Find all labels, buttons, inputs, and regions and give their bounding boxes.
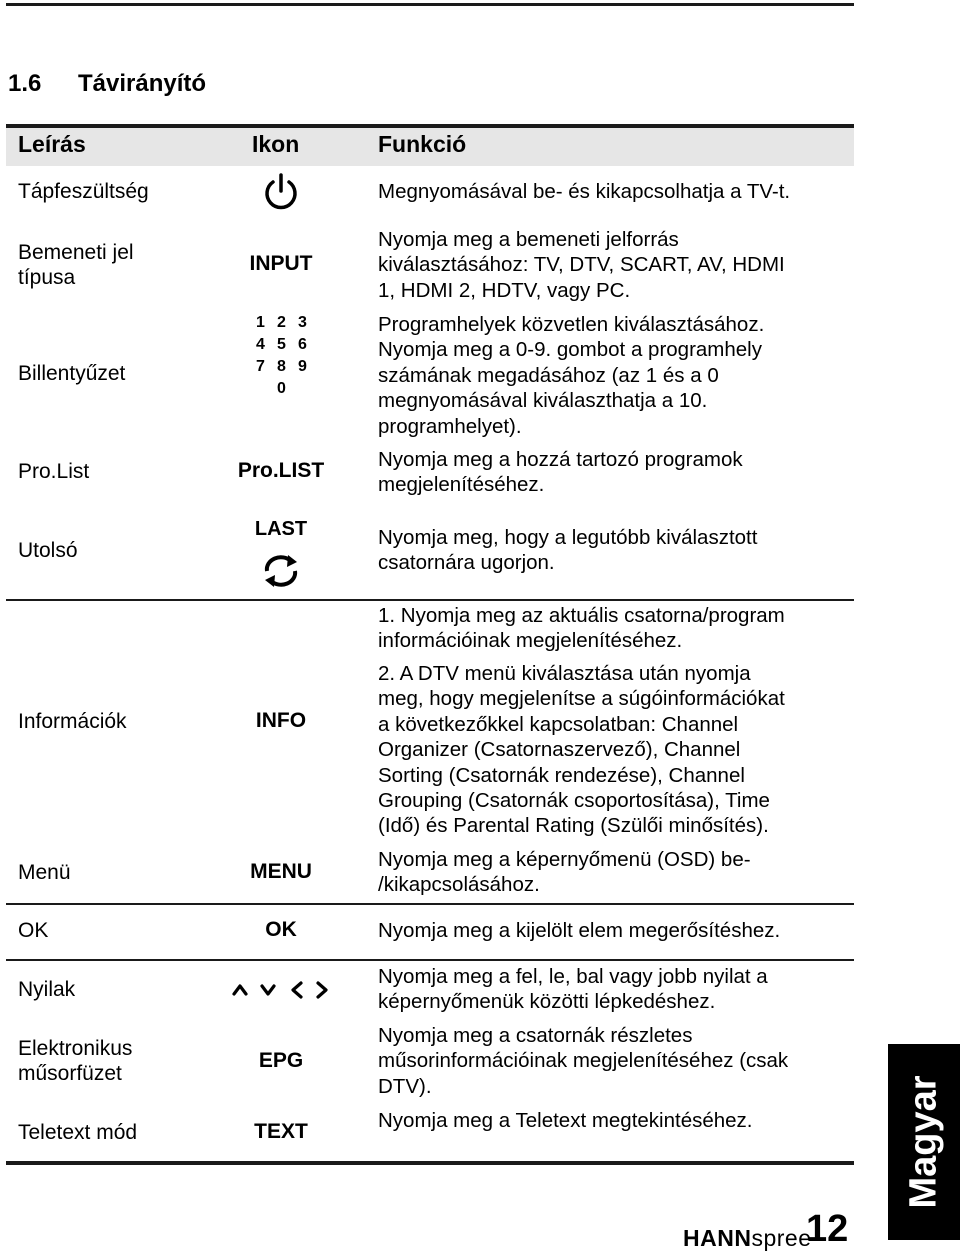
header-function: Funkció	[378, 131, 467, 157]
epg-key-label: EPG	[258, 1049, 304, 1072]
row-menu-description: Menü	[18, 861, 71, 884]
row-last-function: Nyomja meg, hogy a legutóbb kiválasztott csatornára ugorjon.	[378, 526, 758, 575]
row-epg-description: Elektronikus műsorfüzet	[18, 1037, 133, 1085]
brand-name-light: spree	[751, 1225, 812, 1251]
row-ok-description: OK	[18, 919, 49, 942]
row-menu-function: Nyomja meg a képernyőmenü (OSD) be- /kikapcsolásához.	[378, 848, 751, 897]
row-input-description: Bemeneti jel típusa	[18, 241, 134, 289]
row-input-function: Nyomja meg a bemeneti jelforrás kiválasztásához: TV, DTV, SCART, AV, HDMI 1, HDMI 2, HDTV, vagy PC.	[378, 228, 785, 302]
section-number: 1.6	[8, 70, 42, 97]
recall-arrows-icon	[261, 553, 301, 589]
last-key-label: LAST	[254, 518, 308, 540]
header-description: Leírás	[18, 131, 86, 157]
brand-name-bold: HANN	[683, 1225, 752, 1251]
language-tab	[888, 1044, 960, 1240]
keypad-digit: 0	[277, 380, 286, 397]
row-info-description: Információk	[18, 710, 127, 733]
row-keypad-description: Billentyűzet	[18, 362, 126, 385]
row-epg-function: Nyomja meg a csatornák részletes műsorinformációinak megjelenítéséhez (csak DTV).	[378, 1024, 789, 1098]
arrow-keys-icon	[231, 980, 331, 1000]
brand-logo	[683, 1225, 812, 1252]
language-tab-label: Magyar	[902, 1075, 945, 1209]
keypad-digit: 6	[298, 336, 307, 353]
row-arrows-description: Nyilak	[18, 978, 76, 1001]
power-icon	[263, 172, 299, 212]
row-power-description: Tápfeszültség	[18, 180, 149, 203]
text-key-label: TEXT	[254, 1120, 308, 1143]
page-number: 12	[806, 1208, 849, 1250]
keypad-digit: 4	[256, 336, 265, 353]
table-row-divider	[6, 959, 854, 961]
prolist-key-label: Pro.LIST	[237, 459, 325, 482]
row-info-function-2: 2. A DTV menü kiválasztása után nyomja meg, hogy megjelenítse a súgóinformációkat a következőkkel kapcsolatban: Channel Organizer (Csatornaszervező), Channel Sorting (Csatornák rendezése), Channel Grouping (Csatornák csoportosítása), Time (Idő) és Parental Rating (Szülői minősítés).	[378, 662, 785, 838]
row-prolist-description: Pro.List	[18, 460, 90, 483]
keypad-digit: 3	[298, 314, 307, 331]
input-key-label: INPUT	[249, 252, 313, 275]
info-key-label: INFO	[255, 709, 307, 732]
row-last-description: Utolsó	[18, 539, 78, 562]
ok-key-label: OK	[265, 918, 297, 941]
table-row-divider	[6, 599, 854, 601]
row-text-function: Nyomja meg a Teletext megtekintéséhez.	[378, 1109, 753, 1132]
section-title: Távirányító	[78, 70, 207, 97]
keypad-digit: 5	[277, 336, 286, 353]
keypad-digit: 1	[256, 314, 265, 331]
keypad-digit: 2	[277, 314, 286, 331]
row-prolist-function: Nyomja meg a hozzá tartozó programok megjelenítéséhez.	[378, 448, 743, 497]
keypad-digit: 7	[256, 358, 265, 375]
keypad-digit: 9	[298, 358, 307, 375]
top-rule	[6, 3, 854, 6]
row-ok-function: Nyomja meg a kijelölt elem megerősítéshez.	[378, 919, 781, 942]
row-power-function: Megnyomásával be- és kikapcsolhatja a TV-t.	[378, 180, 791, 203]
numeric-keypad-icon	[250, 312, 314, 400]
row-keypad-function: Programhelyek közvetlen kiválasztásához. Nyomja meg a 0-9. gombot a programhely számának megadásához (az 1 és a 0 megnyomásával kiválaszthatja a 10. programhelyet).	[378, 313, 765, 438]
row-arrows-function: Nyomja meg a fel, le, bal vagy jobb nyilat a képernyőmenük közötti lépkedéshez.	[378, 965, 768, 1014]
menu-key-label: MENU	[250, 860, 312, 883]
keypad-digit: 8	[277, 358, 286, 375]
row-info-function-1: 1. Nyomja meg az aktuális csatorna/program információinak megjelenítéséhez.	[378, 604, 785, 653]
section-heading	[8, 70, 206, 98]
row-text-description: Teletext mód	[18, 1121, 138, 1144]
table-row-divider	[6, 903, 854, 905]
header-icon: Ikon	[252, 131, 300, 157]
table-bottom-rule	[6, 1161, 854, 1165]
